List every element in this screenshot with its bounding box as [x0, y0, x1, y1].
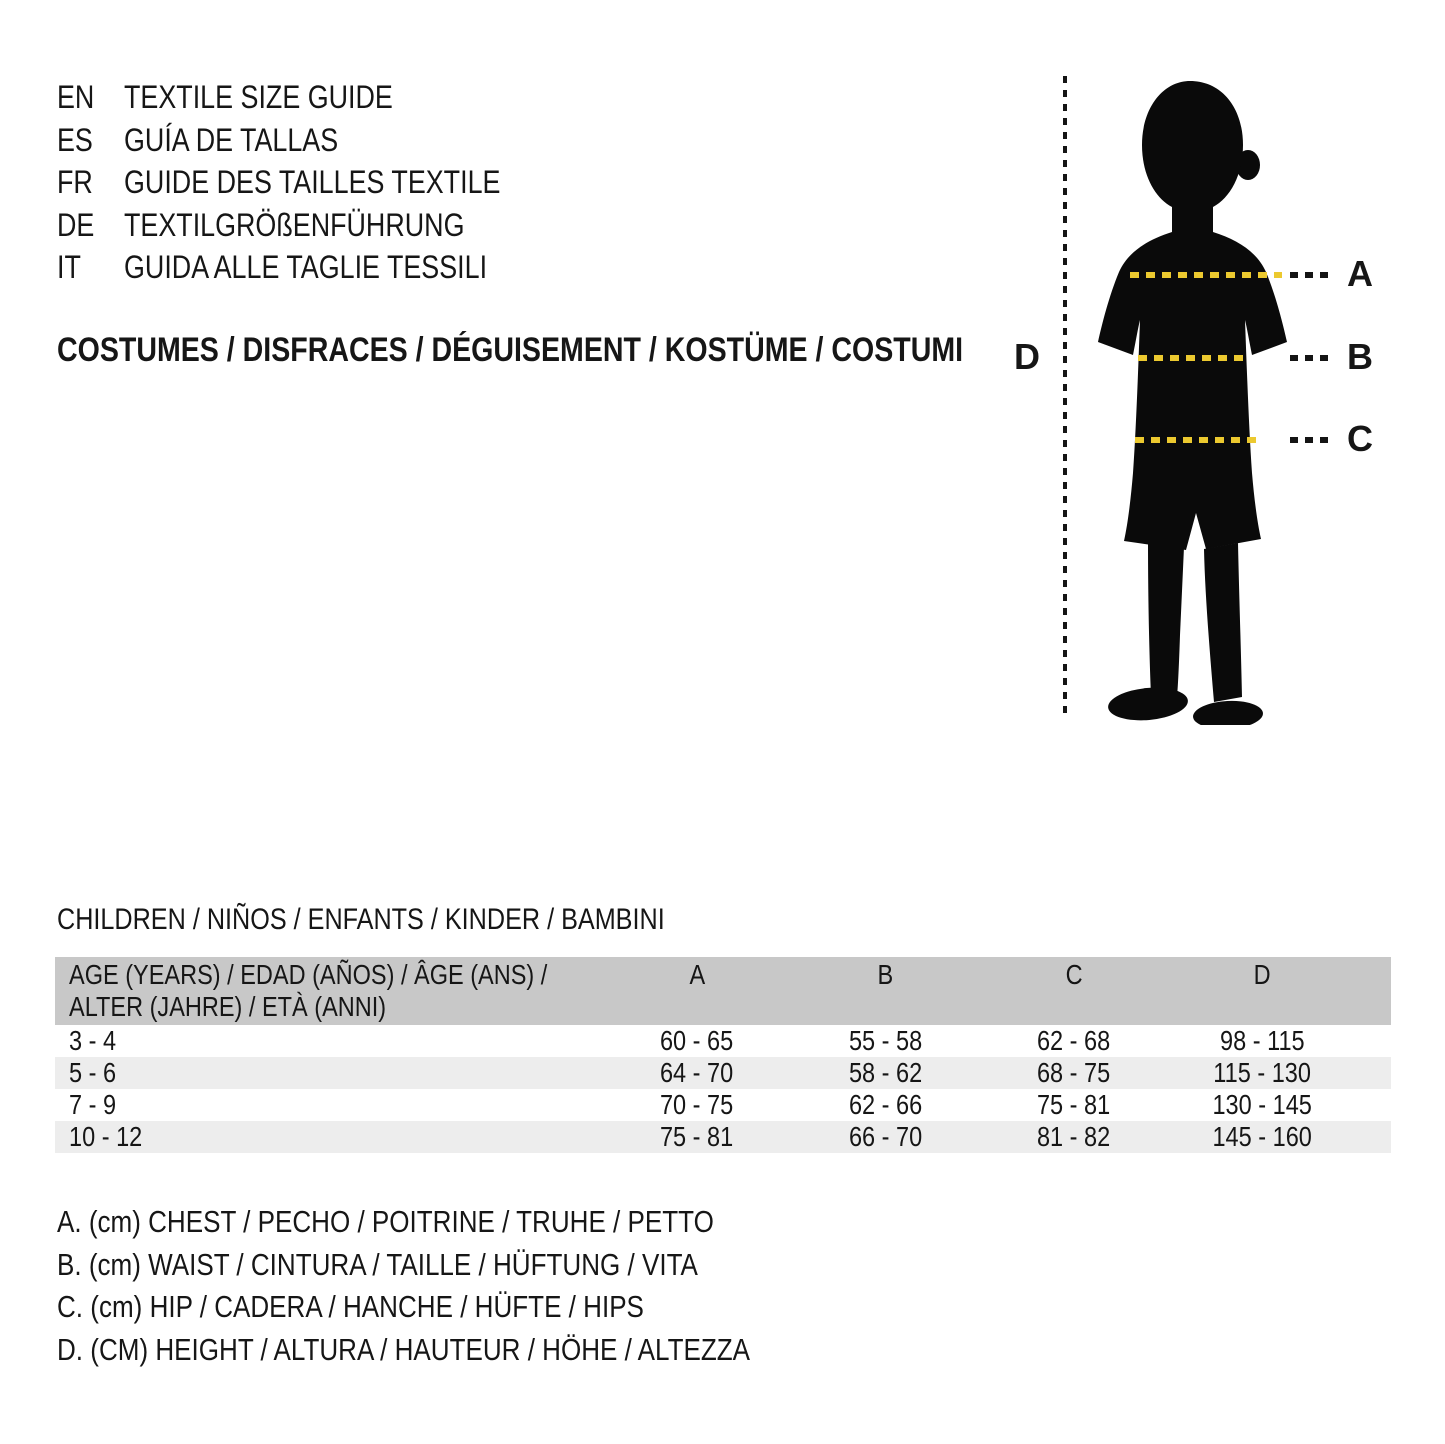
guide-title-de: TEXTILGRÖßENFÜHRUNG [124, 206, 465, 243]
chest-cell: 60 - 65 [660, 1025, 734, 1056]
table-row [55, 1025, 1391, 1057]
size-table [55, 957, 1391, 1153]
language-code: EN [57, 79, 95, 115]
table-row [55, 1121, 1391, 1153]
legend-line-chest: A. (cm) CHEST / PECHO / POITRINE / TRUHE / PETTO [57, 1204, 714, 1239]
language-row-fr [57, 161, 572, 204]
age-cell: 5 - 6 [69, 1057, 117, 1088]
language-code: DE [57, 206, 95, 243]
height-measure-dotted-line [1063, 76, 1067, 713]
silhouette-right-shoe [1192, 699, 1263, 725]
language-code: IT [57, 249, 81, 285]
guide-title-fr: GUIDE DES TAILLES TEXTILE [124, 164, 501, 200]
waist-pointer-line [1290, 355, 1334, 361]
measurement-figure [1000, 60, 1445, 740]
height-cell: 145 - 160 [1212, 1121, 1312, 1152]
chest-cell: 70 - 75 [660, 1089, 734, 1120]
age-cell: 7 - 9 [69, 1089, 117, 1120]
table-row [55, 1089, 1391, 1121]
hip-dotted-line [1135, 437, 1259, 443]
height-cell: 115 - 130 [1213, 1057, 1311, 1088]
language-row-it [57, 246, 572, 289]
legend-line-hip: C. (cm) HIP / CADERA / HANCHE / HÜFTE / HIPS [57, 1289, 644, 1325]
table-header-row [55, 957, 1391, 1025]
hip-cell: 75 - 81 [1037, 1089, 1111, 1120]
chest-cell: 75 - 81 [660, 1121, 734, 1152]
chest-cell: 64 - 70 [660, 1057, 734, 1088]
chest-pointer-line [1290, 272, 1334, 278]
height-cell: 98 - 115 [1219, 1025, 1305, 1056]
measure-label-a: A [1347, 253, 1373, 294]
column-header-b: B [877, 959, 894, 990]
hip-pointer-line [1290, 437, 1334, 443]
waist-cell: 62 - 66 [848, 1089, 922, 1120]
age-cell: 10 - 12 [69, 1121, 143, 1152]
legend-line-waist: B. (cm) WAIST / CINTURA / TAILLE / HÜFTUNG / VITA [57, 1246, 698, 1282]
silhouette-right-leg [1204, 543, 1242, 702]
legend-line-height: D. (CM) HEIGHT / ALTURA / HAUTEUR / HÖHE / ALTEZZA [57, 1332, 751, 1368]
waist-cell: 58 - 62 [848, 1057, 922, 1088]
language-title-list [57, 76, 572, 289]
column-header-c: C [1065, 959, 1083, 990]
waist-cell: 55 - 58 [848, 1025, 922, 1056]
hip-cell: 62 - 68 [1037, 1025, 1111, 1056]
language-code: FR [57, 164, 93, 200]
age-header-cell: AGE (YEARS) / EDAD (AÑOS) / ÂGE (ANS) / ALTER (JAHRE) / ETÀ (ANNI) [69, 959, 548, 1022]
height-cell: 130 - 145 [1212, 1089, 1312, 1120]
chest-dotted-line [1130, 272, 1282, 278]
hip-cell: 68 - 75 [1037, 1057, 1111, 1088]
column-header-a: A [689, 959, 705, 990]
measure-label-b: B [1347, 336, 1373, 377]
language-code: ES [57, 121, 93, 158]
age-cell: 3 - 4 [69, 1025, 117, 1056]
silhouette-left-leg [1148, 541, 1184, 697]
children-section-title: CHILDREN / NIÑOS / ENFANTS / KINDER / BAMBINI [57, 903, 665, 936]
language-row-es [57, 119, 572, 162]
silhouette-shorts [1124, 473, 1261, 550]
child-silhouette [1085, 75, 1300, 725]
guide-title-it: GUIDA ALLE TAGLIE TESSILI [124, 249, 488, 285]
measure-label-c: C [1347, 418, 1373, 459]
table-row [55, 1057, 1391, 1089]
measure-label-d: D [1014, 336, 1040, 377]
guide-title-en: TEXTILE SIZE GUIDE [124, 79, 393, 115]
hip-cell: 81 - 82 [1037, 1121, 1111, 1152]
guide-title-es: GUÍA DE TALLAS [124, 121, 339, 158]
waist-dotted-line [1138, 355, 1250, 361]
category-title: COSTUMES / DISFRACES / DÉGUISEMENT / KOSTÜME / COSTUMI [57, 331, 964, 369]
column-header-d: D [1253, 959, 1271, 990]
waist-cell: 66 - 70 [848, 1121, 922, 1152]
language-row-en [57, 76, 572, 119]
measurement-legend [57, 1201, 882, 1372]
language-row-de [57, 204, 572, 247]
